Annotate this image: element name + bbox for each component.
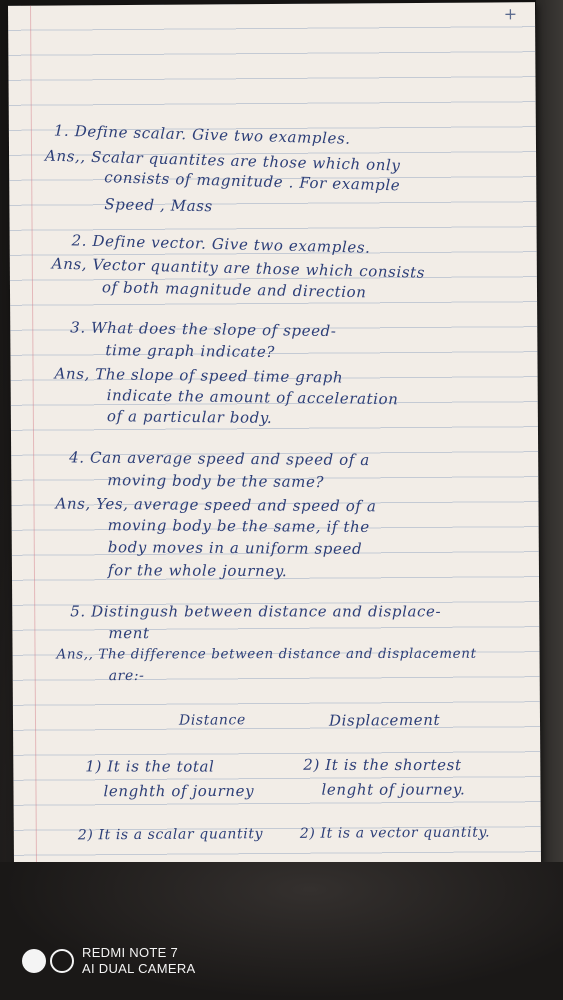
fabric-background [0, 862, 563, 1000]
q4-answer-line-2: moving body be the same, if the [107, 516, 370, 536]
q4-answer-line-1: Ans, Yes, average speed and speed of a [55, 494, 377, 516]
row1-displacement-line-1: 2) It is the shortest [303, 755, 462, 775]
top-mark: + [503, 4, 518, 24]
q1-question: 1. Define scalar. Give two examples. [53, 121, 351, 148]
q5-question-line-1: 5. Distingush between distance and displace- [70, 602, 442, 621]
q3-question-line-2: time graph indicate? [105, 341, 276, 361]
q1-answer-line-1: Ans,, Scalar quantites are those which only [44, 146, 401, 175]
row2-distance: 2) It is a scalar quantity [77, 826, 264, 844]
q5-question-line-2: ment [108, 624, 150, 643]
watermark-model: REDMI NOTE 7 [82, 945, 179, 960]
q1-answer-line-3: Speed , Mass [104, 195, 213, 216]
margin-line [30, 6, 37, 868]
q3-answer-line-3: of a particular body. [106, 407, 273, 427]
q3-answer-line-2: indicate the amount of acceleration [106, 386, 399, 409]
camera-watermark [22, 944, 196, 978]
q2-question: 2. Define vector. Give two examples. [71, 231, 371, 257]
q3-answer-line-1: Ans, The slope of speed time graph [54, 364, 344, 387]
watermark-camera: AI DUAL CAMERA [82, 961, 196, 976]
q3-question-line-1: 3. What does the slope of speed- [70, 318, 337, 341]
heading-distance: Distance [178, 712, 246, 729]
notebook-page [8, 2, 541, 868]
row1-displacement-line-2: lenght of journey. [321, 780, 466, 799]
q5-answer-line-2: are:- [108, 667, 145, 685]
heading-displacement: Displacement [328, 710, 441, 730]
q4-answer-line-4: for the whole journey. [107, 561, 288, 581]
q2-answer-line-1: Ans, Vector quantity are those which consists [51, 254, 426, 282]
watermark-logo-icon [22, 949, 74, 973]
row1-distance-line-2: lenghth of journey [103, 781, 255, 801]
row1-distance-line-1: 1) It is the total [85, 757, 215, 776]
row2-displacement: 2) It is a vector quantity. [299, 824, 491, 842]
q4-answer-line-3: body moves in a uniform speed [107, 538, 363, 558]
q4-question-line-1: 4. Can average speed and speed of a [69, 448, 370, 470]
q4-question-line-2: moving body be the same? [107, 471, 325, 492]
q1-answer-line-2: consists of magnitude . For example [103, 168, 401, 195]
q2-answer-line-2: of both magnitude and direction [101, 278, 367, 302]
q5-answer-line-1: Ans,, The difference between distance and displacement [56, 645, 477, 663]
